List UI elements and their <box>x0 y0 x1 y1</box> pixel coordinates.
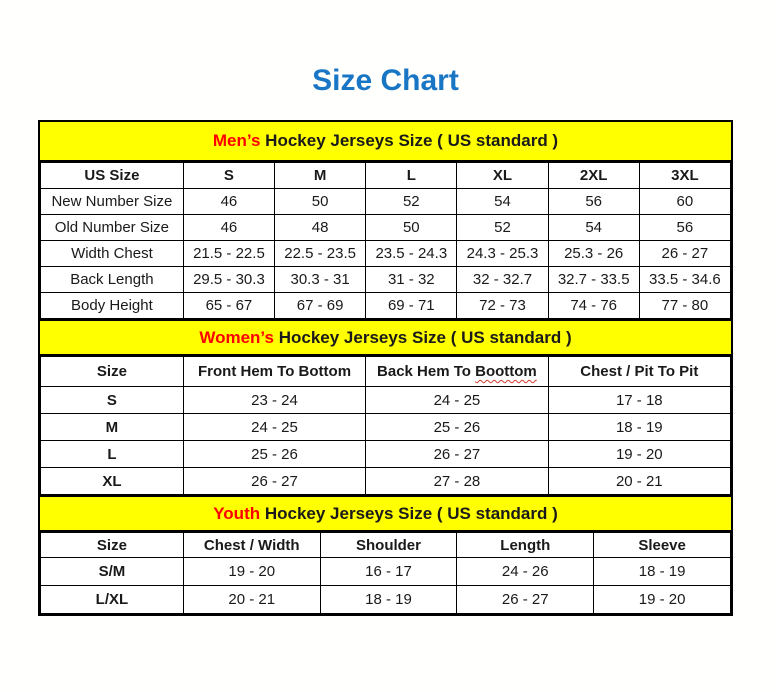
data-cell: 26 - 27 <box>183 468 365 495</box>
youth-banner-highlight: Youth <box>213 504 261 523</box>
womens-section-banner <box>40 319 731 356</box>
data-cell: 32 - 32.7 <box>457 267 548 293</box>
header-cell: Length <box>457 533 594 558</box>
youth-banner-text: Hockey Jerseys Size ( US standard ) <box>264 504 558 523</box>
data-cell: 67 - 69 <box>275 293 366 319</box>
table-row <box>41 387 731 414</box>
row-label-cell: Back Length <box>41 267 184 293</box>
header-cell: Front Hem To Bottom <box>183 357 365 387</box>
data-cell: 46 <box>183 215 274 241</box>
data-cell: 60 <box>639 189 730 215</box>
table-row <box>41 293 731 319</box>
data-cell: 26 - 27 <box>366 441 548 468</box>
table-row <box>41 414 731 441</box>
data-cell: 24 - 25 <box>183 414 365 441</box>
header-cell: XL <box>457 163 548 189</box>
womens-banner-highlight: Women’s <box>199 328 274 347</box>
row-label-cell: Old Number Size <box>41 215 184 241</box>
table-row <box>41 215 731 241</box>
data-cell: 77 - 80 <box>639 293 730 319</box>
table-row <box>41 586 731 614</box>
size-chart-tables <box>38 120 733 616</box>
header-cell: 3XL <box>639 163 730 189</box>
page-title: Size Chart <box>312 64 459 97</box>
womens-size-table <box>40 356 731 495</box>
data-cell: 18 - 19 <box>320 586 457 614</box>
mens-banner-highlight: Men’s <box>212 131 261 150</box>
data-cell: 72 - 73 <box>457 293 548 319</box>
data-cell: 54 <box>548 215 639 241</box>
data-cell: 50 <box>366 215 457 241</box>
header-cell: Size <box>41 533 184 558</box>
data-cell: 25 - 26 <box>183 441 365 468</box>
data-cell: 46 <box>183 189 274 215</box>
row-label-cell: Body Height <box>41 293 184 319</box>
table-row <box>41 189 731 215</box>
data-cell: 26 - 27 <box>639 241 730 267</box>
data-cell: 21.5 - 22.5 <box>183 241 274 267</box>
misspelled-word: Boottom <box>475 363 537 380</box>
header-cell: S <box>183 163 274 189</box>
header-cell <box>366 357 548 387</box>
youth-section-banner <box>40 495 731 532</box>
header-cell: US Size <box>41 163 184 189</box>
data-cell: 52 <box>457 215 548 241</box>
table-row <box>41 558 731 586</box>
data-cell: 20 - 21 <box>183 586 320 614</box>
data-cell: 18 - 19 <box>548 414 730 441</box>
header-cell: Shoulder <box>320 533 457 558</box>
data-cell: 31 - 32 <box>366 267 457 293</box>
mens-section-banner <box>40 122 731 162</box>
data-cell: 65 - 67 <box>183 293 274 319</box>
header-cell: L <box>366 163 457 189</box>
data-cell: 30.3 - 31 <box>275 267 366 293</box>
header-cell: Size <box>41 357 184 387</box>
data-cell: 22.5 - 23.5 <box>275 241 366 267</box>
row-label-cell: L <box>41 441 184 468</box>
data-cell: 26 - 27 <box>457 586 594 614</box>
data-cell: 18 - 19 <box>594 558 731 586</box>
mens-header-row <box>41 163 731 189</box>
data-cell: 23.5 - 24.3 <box>366 241 457 267</box>
table-row <box>41 241 731 267</box>
row-label-cell: XL <box>41 468 184 495</box>
header-text: Back Hem To <box>377 363 471 380</box>
data-cell: 20 - 21 <box>548 468 730 495</box>
table-row <box>41 468 731 495</box>
row-label-cell: S <box>41 387 184 414</box>
header-cell: Chest / Pit To Pit <box>548 357 730 387</box>
row-label-cell: M <box>41 414 184 441</box>
data-cell: 74 - 76 <box>548 293 639 319</box>
row-label-cell: New Number Size <box>41 189 184 215</box>
data-cell: 24.3 - 25.3 <box>457 241 548 267</box>
row-label-cell: S/M <box>41 558 184 586</box>
data-cell: 24 - 26 <box>457 558 594 586</box>
youth-size-table <box>40 532 731 614</box>
data-cell: 25.3 - 26 <box>548 241 639 267</box>
table-row <box>41 267 731 293</box>
data-cell: 19 - 20 <box>183 558 320 586</box>
data-cell: 17 - 18 <box>548 387 730 414</box>
data-cell: 29.5 - 30.3 <box>183 267 274 293</box>
womens-header-row <box>41 357 731 387</box>
data-cell: 25 - 26 <box>366 414 548 441</box>
youth-header-row <box>41 533 731 558</box>
data-cell: 52 <box>366 189 457 215</box>
data-cell: 19 - 20 <box>548 441 730 468</box>
mens-banner-text: Hockey Jerseys Size ( US standard ) <box>265 131 559 150</box>
data-cell: 48 <box>275 215 366 241</box>
data-cell: 32.7 - 33.5 <box>548 267 639 293</box>
data-cell: 16 - 17 <box>320 558 457 586</box>
data-cell: 27 - 28 <box>366 468 548 495</box>
data-cell: 33.5 - 34.6 <box>639 267 730 293</box>
row-label-cell: L/XL <box>41 586 184 614</box>
header-cell: Sleeve <box>594 533 731 558</box>
womens-banner-text: Hockey Jerseys Size ( US standard ) <box>278 328 572 347</box>
data-cell: 23 - 24 <box>183 387 365 414</box>
data-cell: 56 <box>548 189 639 215</box>
data-cell: 19 - 20 <box>594 586 731 614</box>
table-row <box>41 441 731 468</box>
header-cell: Chest / Width <box>183 533 320 558</box>
data-cell: 50 <box>275 189 366 215</box>
row-label-cell: Width Chest <box>41 241 184 267</box>
header-cell: M <box>275 163 366 189</box>
data-cell: 24 - 25 <box>366 387 548 414</box>
mens-size-table <box>40 162 731 319</box>
data-cell: 69 - 71 <box>366 293 457 319</box>
data-cell: 56 <box>639 215 730 241</box>
header-cell: 2XL <box>548 163 639 189</box>
data-cell: 54 <box>457 189 548 215</box>
